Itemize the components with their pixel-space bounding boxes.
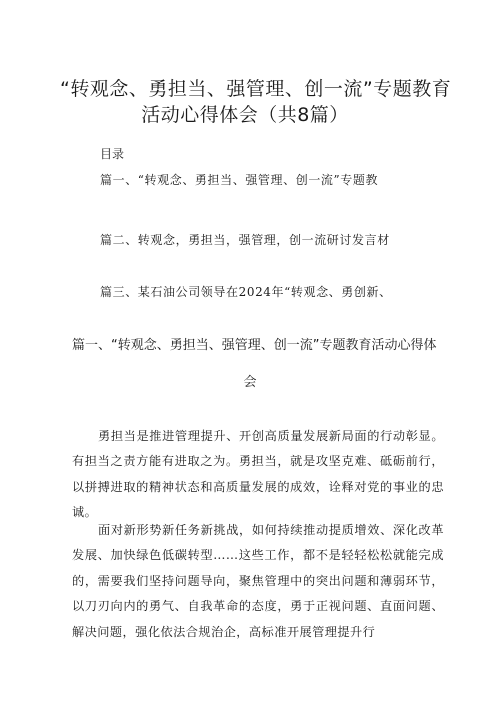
toc-label: 目录 [100,147,125,161]
document-title-line-2: 活动心得体会（共8篇） [141,104,349,126]
body-paragraph-2: 面对新形势新任务新挑战，如何持续推动提质增效、深化改革发展、加快绿色低碳转型……这些工作，都不是轻轻松松就能完成的，需要我们坚持问题导向，聚焦管理中的突出问题和薄弱环节，以刀刃向内的勇气、自我革命的态度，勇于正视问题、直面问题、解决问题，强化依法合规治企，高标准开展管理提升行 [72,523,444,639]
section-heading-line-1: 篇一、“转观念、勇担当、强管理、创一流”专题教育活动心得体 [72,338,437,353]
section-heading-line-2: 会 [243,375,257,390]
toc-item-1[interactable]: 篇一、“转观念、勇担当、强管理、创一流”专题教 [100,173,379,187]
document-title-line-1: “转观念、勇担当、强管理、创一流”专题教育 [60,78,452,100]
toc-item-3[interactable]: 篇三、某石油公司领导在2024年“转观念、勇创新、 [100,285,392,299]
body-paragraph-1: 勇担当是推进管理提升、开创高质量发展新局面的行动彰显。有担当之责方能有进取之为。勇担当，就是攻坚克难、砥砺前行，以拼搏进取的精神状态和高质量发展的成效，诠释对党的事业的忠诚。 [72,429,444,520]
toc-item-2[interactable]: 篇二、转观念，勇担当，强管理，创一流研讨发言材 [100,233,390,247]
